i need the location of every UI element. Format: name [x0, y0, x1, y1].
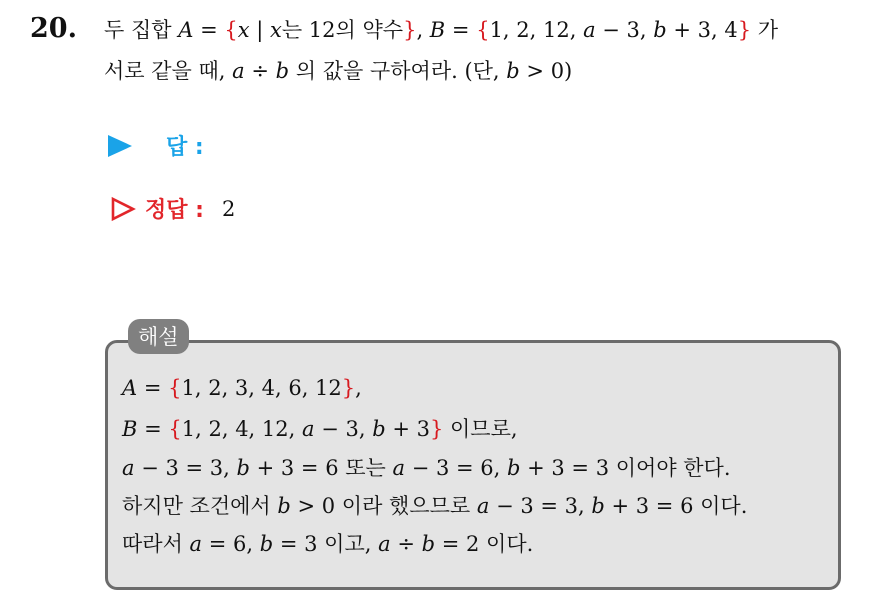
text: = [193, 18, 225, 42]
var-x: x [270, 18, 282, 42]
brace-right: } [403, 18, 417, 42]
var-b: b [372, 417, 386, 441]
solid-triangle-icon [108, 135, 132, 157]
answer-label: 답 : [166, 135, 204, 160]
text: + 3 = 6 또는 [249, 456, 393, 480]
var-b: b [277, 494, 291, 518]
text: > 0) [519, 59, 573, 83]
text: 하지만 조건에서 [122, 494, 278, 518]
var-a: a [392, 456, 406, 480]
var-A: A [122, 376, 138, 400]
text: − 3 = 6, [405, 456, 507, 480]
explanation-line-2 [122, 413, 518, 443]
text: > 0 이라 했으므로 [290, 494, 477, 518]
text: | [249, 18, 270, 42]
text: − 3, [314, 417, 373, 441]
explanation-tag: 해설 [128, 319, 189, 354]
text: 가 [751, 18, 779, 42]
var-b: b [421, 532, 436, 556]
problem-line-1 [104, 14, 778, 44]
text: 는 12의 약수 [281, 18, 404, 42]
var-a: a [301, 417, 315, 441]
text: − 3 = 3, [489, 494, 592, 518]
correct-answer-value: 2 [221, 196, 236, 221]
text: ÷ [244, 59, 276, 83]
text: , [355, 376, 362, 400]
var-A: A [178, 18, 194, 42]
var-a: a [378, 532, 391, 556]
text: − 3 = 3, [134, 456, 237, 480]
var-B: B [429, 18, 446, 42]
var-b: b [236, 456, 250, 480]
brace-left: { [476, 18, 490, 42]
var-b: b [653, 18, 667, 42]
outline-triangle-icon [110, 196, 136, 222]
explanation-line-1 [122, 376, 362, 400]
explanation-line-3 [122, 452, 731, 482]
text: 1, 2, 12, [489, 18, 584, 42]
text: + 3 = 3 이어야 한다. [520, 456, 731, 480]
text: = 3 이고, [273, 532, 379, 556]
var-a: a [189, 532, 203, 556]
text: ÷ [390, 532, 422, 556]
brace-right: } [737, 18, 752, 42]
text: 따라서 [122, 532, 190, 556]
text: = [445, 18, 477, 42]
var-a: a [583, 18, 596, 42]
text: = [137, 417, 169, 441]
text: = [137, 376, 169, 400]
brace-left: { [168, 376, 182, 400]
brace-left: { [168, 417, 182, 441]
var-b: b [506, 59, 520, 83]
text: = 2 이다. [435, 532, 534, 556]
explanation-line-5 [122, 528, 533, 558]
answer-row [108, 130, 204, 161]
text: 의 값을 구하여라. (단, [289, 59, 507, 83]
var-b: b [275, 59, 290, 83]
brace-left: { [224, 18, 238, 42]
var-x: x [237, 18, 250, 42]
var-a: a [476, 494, 490, 518]
correct-answer-label: 정답 : [145, 198, 204, 223]
text: , [416, 18, 430, 42]
text: + 3, 4 [666, 18, 738, 42]
text: − 3, [595, 18, 654, 42]
problem-number: 20. [30, 13, 77, 44]
brace-right: } [341, 376, 356, 400]
var-b: b [591, 494, 605, 518]
text: 이므로, [443, 417, 518, 441]
var-b: b [507, 456, 521, 480]
text: 1, 2, 3, 4, 6, 12 [181, 376, 342, 400]
text: 1, 2, 4, 12, [181, 417, 302, 441]
var-B: B [122, 417, 138, 441]
explanation-line-4 [122, 490, 747, 520]
var-a: a [122, 456, 135, 480]
text: = 6, [202, 532, 260, 556]
brace-right: } [429, 417, 444, 441]
text: + 3 = 6 이다. [604, 494, 748, 518]
var-a: a [232, 59, 245, 83]
problem-line-2 [104, 55, 572, 85]
text: 두 집합 [104, 18, 179, 42]
correct-answer-row [110, 193, 235, 224]
text: 서로 같을 때, [104, 59, 233, 83]
var-b: b [259, 532, 274, 556]
text: + 3 [385, 417, 430, 441]
